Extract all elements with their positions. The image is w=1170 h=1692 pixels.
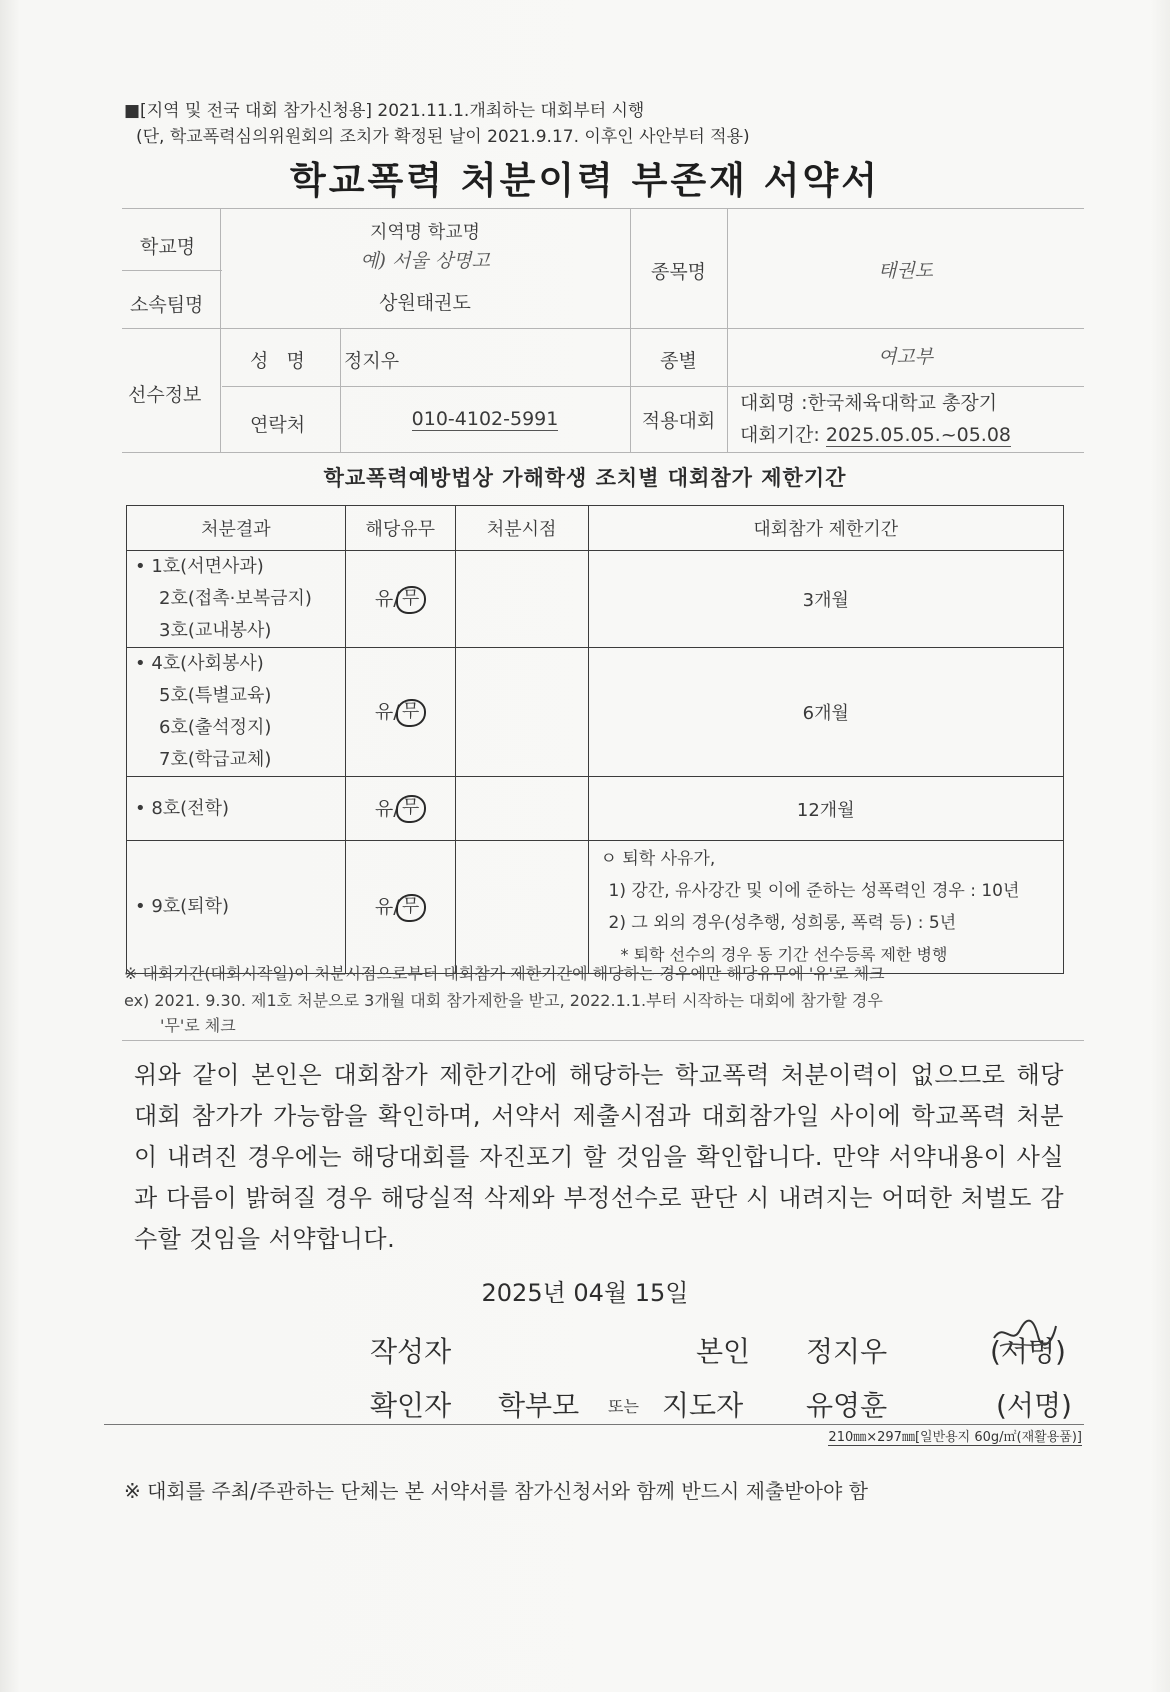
handwritten-signature-scribble [990,1316,1060,1358]
confirmer-role-coach: 지도자 [662,1389,744,1422]
result-cell [127,777,346,841]
info-row-divider [222,386,1084,387]
confirmer-role-parent: 학부모 [498,1389,580,1422]
confirmer-sign-label: (서명) [996,1389,1072,1422]
applicable-cell [345,841,455,974]
circled-mark: 무 [396,586,426,614]
period-cell: 3개월 [588,551,1063,648]
name-label: 성 명 [250,350,305,372]
confirmer-label: 확인자 [370,1389,452,1422]
event-label: 종목명 [650,261,707,283]
pledge-text: 위와 같이 본인은 대회참가 제한기간에 해당하는 학교폭력 처분이력이 없으므로 해당 대회 참가가 가능함을 확인하며, 서약서 제출시점과 대회참가일 사이에 학교폭력 처분이 내려진 경우에는 해당대회를 자진포기 할 것임을 확인합니다. 만약 서약내용이 사실과 다름이 밝혀질 경우 해당실적 삭제와 부정선수로 판단 시 내려지는 어떠한 처벌도 감수할 것임을 서약합니다. [134,1061,1064,1253]
table-row [127,841,1064,974]
header-applicable: 해당유무 [345,506,455,551]
disposition-date-cell [455,551,588,648]
note-divider [122,1040,1084,1041]
table-row [127,777,1064,841]
applicable-cell [345,648,455,777]
footer-notice: ※ 대회를 주최/주관하는 단체는 본 서약서를 참가신청서와 함께 반드시 제출받아야 함 [124,1479,868,1503]
check-label: 유/ [374,588,400,611]
header-result: 처분결과 [127,506,346,551]
header-disposition-date: 처분시점 [455,506,588,551]
applicable-cell [345,777,455,841]
info-row-divider [122,328,1084,329]
signature-divider [104,1424,1084,1425]
player-info-label: 선수정보 [128,384,202,406]
table-row [127,551,1064,648]
contact-value: 010-4102-5991 [411,408,559,430]
division-label: 종별 [660,350,697,372]
result-item: 6호(출석정지) [159,717,272,738]
table-header-row [127,506,1064,551]
school-example: 예) 서울 상명고 [360,250,490,272]
page-title: 학교폭력 처분이력 부존재 서약서 [289,159,881,202]
info-col-divider [340,328,341,452]
info-top-border [122,208,1084,209]
info-col-divider [220,208,221,452]
event-value: 태권도 [877,260,934,282]
restriction-table [126,505,1064,974]
circled-mark: 무 [396,795,426,823]
period-cell-expulsion [588,841,1063,974]
period-line: ㅇ 퇴학 사유가, [600,849,716,869]
result-item: 3호(교내봉사) [159,620,272,641]
applicable-cell [345,551,455,648]
confirmer-or: 또는 [608,1397,639,1416]
result-cell [127,551,346,648]
header-notice [124,98,750,150]
contact-label: 연락처 [250,414,306,436]
division-value: 여고부 [877,346,934,368]
period-line: * 퇴학 선수의 경우 동 기간 선수등록 제한 병행 [620,945,948,964]
paper-spec: 210㎜×297㎜[일반용지 60g/㎡(재활용품)] [828,1430,1082,1445]
result-cell [127,841,346,974]
school-hint: 지역명 학교명 [369,222,481,243]
info-col-divider [727,208,728,452]
period-line: 2) 그 외의 경우(성추행, 성희롱, 폭력 등) : 5년 [608,913,957,933]
disposition-date-cell [455,777,588,841]
confirmer-name: 유영훈 [806,1389,888,1422]
writer-label: 작성자 [370,1335,452,1368]
team-value: 상원태권도 [379,292,471,314]
result-item: • 4호(사회봉사) [135,653,264,674]
pledge-date: 2025년 04월 15일 [481,1279,689,1307]
name-value: 정지우 [344,350,400,372]
team-label: 소속팀명 [130,294,204,316]
disposition-date-cell [455,841,588,974]
info-bottom-border [122,452,1084,453]
school-label: 학교명 [140,236,196,258]
competition-period-label: 대회기간: [740,424,820,446]
result-item: 7호(학급교체) [159,749,272,770]
result-item: 5호(특별교육) [159,685,272,706]
header-line-2: (단, 학교폭력심의위원회의 조치가 확정된 날이 2021.9.17. 이후인 사안부터 적용) [136,127,750,147]
circled-mark: 무 [396,699,426,727]
writer-sign-label: (서명) [990,1335,1066,1368]
result-item: 2호(접촉·보복금지) [159,588,312,609]
period-line: 1) 강간, 유사강간 및 이에 준하는 성폭력인 경우 : 10년 [608,881,1020,901]
applied-competition-label: 적용대회 [641,410,716,432]
period-cell: 12개월 [588,777,1063,841]
competition-name: 대회명 :한국체육대학교 총장기 [740,392,998,414]
header-line-1: ■[지역 및 전국 대회 참가신청용] 2021.11.1.개최하는 대회부터 시행 [124,101,645,121]
writer-name: 정지우 [806,1335,888,1368]
competition-period-value: 2025.05.05.~05.08 [825,424,1012,446]
result-item: • 9호(퇴학) [135,896,229,917]
note-line-2: ex) 2021. 9.30. 제1호 처분으로 3개월 대회 참가제한을 받고, 2022.1.1.부터 시작하는 대회에 참가할 경우 [124,991,883,1010]
circled-mark: 무 [396,894,426,922]
check-label: 유/ [374,701,400,724]
period-cell: 6개월 [588,648,1063,777]
result-cell [127,648,346,777]
disposition-date-cell [455,648,588,777]
writer-role: 본인 [696,1335,751,1368]
result-item: • 1호(서면사과) [135,556,264,577]
check-label: 유/ [374,797,400,820]
note-line-3: '무'로 체크 [160,1016,236,1035]
restriction-subtitle: 학교폭력예방법상 가해학생 조치별 대회참가 제한기간 [323,466,847,490]
result-item: • 8호(전학) [135,797,229,819]
header-restriction-period: 대회참가 제한기간 [588,506,1063,551]
table-row [127,648,1064,777]
check-label: 유/ [374,896,400,919]
info-row-divider [122,270,222,271]
note-line-1: ※ 대회기간(대회시작일)이 처분시점으로부터 대회참가 제한기간에 해당하는 경우에만 해당유무에 '유'로 체크 [124,964,885,983]
